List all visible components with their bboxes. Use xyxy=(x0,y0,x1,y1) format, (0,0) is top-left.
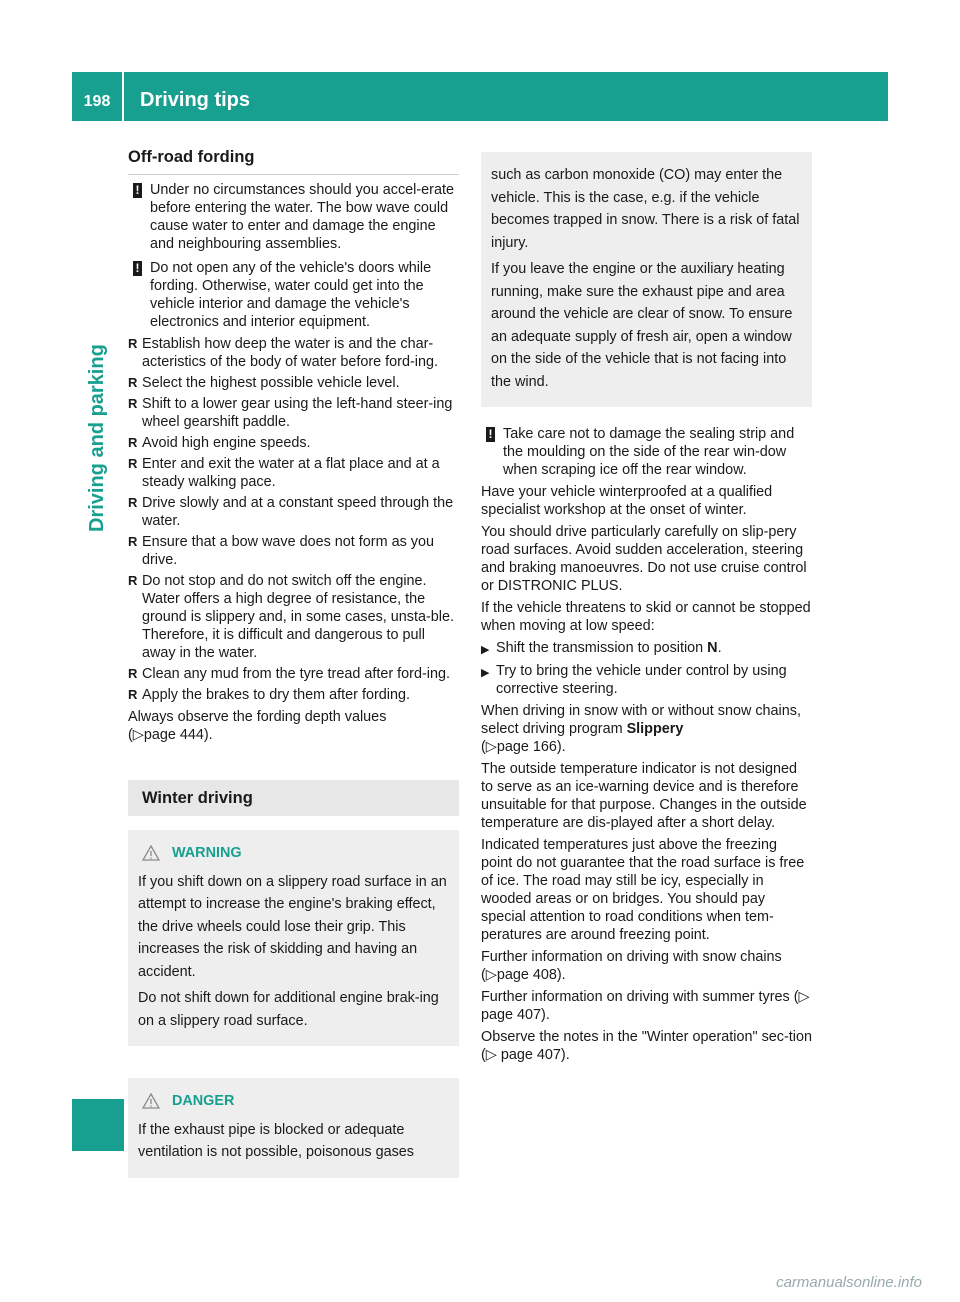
bullet-icon: R xyxy=(128,495,138,510)
danger-title: DANGER xyxy=(142,1090,449,1113)
footer-watermark: carmanualsonline.info xyxy=(776,1274,922,1291)
list-item: R Shift to a lower gear using the left-hand steer-ing wheel gearshift paddle. xyxy=(128,396,453,430)
arrow-right-icon: ▶ xyxy=(481,667,490,679)
page-link[interactable]: (▷ page 166). xyxy=(481,739,566,755)
danger-box: DANGER If the exhaust pipe is blocked or adequate ventilation is not possible, poisonous gases xyxy=(128,1078,459,1178)
exclamation-icon: ! xyxy=(486,427,495,442)
list-item: ▶ Shift the transmission to position N. xyxy=(481,639,812,659)
step-list xyxy=(481,639,812,698)
arrow-right-icon: ▶ xyxy=(481,644,490,656)
bullet-icon: R xyxy=(128,396,138,411)
section-heading-winter: Winter driving xyxy=(128,780,459,816)
list-item: R Do not stop and do not switch off the engine. Water offers a high degree of resistance, the ground is slippery and, in some cases, unsta-ble. Therefore, it is difficult and dangerous to pull away in the water. xyxy=(128,573,454,661)
bullet-icon: R xyxy=(128,336,138,351)
list-item: R Drive slowly and at a constant speed through the water. xyxy=(128,495,454,529)
list-item: ▶ Try to bring the vehicle under control by using corrective steering. xyxy=(481,663,787,697)
list-item: R Avoid high engine speeds. xyxy=(128,435,311,451)
list-item: R Establish how deep the water is and the char-acteristics of the body of water before ford-ing. xyxy=(128,336,438,370)
bullet-icon: R xyxy=(128,666,138,681)
side-tab xyxy=(86,252,114,532)
bullet-icon: R xyxy=(128,375,138,390)
page-link[interactable]: ▷ page 407). xyxy=(485,1047,570,1063)
exclamation-icon: ! xyxy=(133,261,142,276)
bullet-icon: R xyxy=(128,573,138,588)
fording-bullet-list xyxy=(128,335,459,704)
danger-box-continued: such as carbon monoxide (CO) may enter the vehicle. This is the case, e.g. if the vehicle becomes trapped in snow. There is a risk of fatal injury. If you leave the engine or the auxiliary heating running, make sure the exhaust pipe and area around the vehicle are clear of snow. To ensure an adequate supply of fresh air, open a window on the side of the vehicle that is not facing into the wind. xyxy=(481,152,812,407)
section-heading-fording: Off-road fording xyxy=(128,148,459,175)
list-item: R Enter and exit the water at a flat place and at a steady walking pace. xyxy=(128,456,440,490)
page-number: 198 xyxy=(72,72,124,121)
page-link[interactable]: (▷ page 408). xyxy=(481,967,566,983)
list-item: R Apply the brakes to dry them after fording. xyxy=(128,687,410,703)
warning-triangle-icon xyxy=(142,845,160,861)
warning-title: WARNING xyxy=(142,842,449,865)
list-item: R Select the highest possible vehicle level. xyxy=(128,375,400,391)
fording-depth-text: Always observe the fording depth values (▷ page 444). xyxy=(128,708,459,744)
side-tab-marker xyxy=(72,1099,124,1151)
list-item: R Ensure that a bow wave does not form as you drive. xyxy=(128,534,434,568)
caution-note: ! Do not open any of the vehicle's doors while fording. Otherwise, water could get into the vehicle interior and damage the vehicle's electronics and interior equipment. xyxy=(128,259,459,331)
bullet-icon: R xyxy=(128,687,138,702)
bullet-icon: R xyxy=(128,456,138,471)
list-item: R Clean any mud from the tyre tread after ford-ing. xyxy=(128,666,450,682)
exclamation-icon: ! xyxy=(133,183,142,198)
caution-note: ! Under no circumstances should you accel-erate before entering the water. The bow wave could cause water to enter and damage the engine and neighbouring assemblies. xyxy=(128,181,459,253)
warning-box: WARNING If you shift down on a slippery road surface in an attempt to increase the engine's braking effect, the drive wheels could lose their grip. This increases the risk of skidding and having an accident. Do not shift down for additional engine brak-ing on a slippery road surface. xyxy=(128,830,459,1046)
page-link[interactable]: (▷ page 444). xyxy=(128,727,213,743)
side-tab-label: Driving and parking xyxy=(86,344,108,532)
right-column: such as carbon monoxide (CO) may enter the vehicle. This is the case, e.g. if the vehicle becomes trapped in snow. There is a risk of fatal injury. If you leave the engine or the auxiliary heating running, make sure the exhaust pipe and area around the vehicle are clear of snow. To ensure an adequate supply of fresh air, open a window on the side of the vehicle that is not facing into the wind. ! Take care not to damage the sealing strip and the moulding on the side of the rear win-dow when scraping ice off the rear window. Have your vehicle winterproofed at a qualified specialist workshop at the onset of winter. You should drive particularly carefully on slip-pery road surfaces. Avoid sudden acceleration, steering and braking manoeuvres. Do not use cruise control or DISTRONIC PLUS. If the vehicle threatens to skid or cannot be stopped when moving at low speed: ▶ Shift the transmission to position N. ▶ Try to bring the vehicle under control by using corrective steering. When driving in snow with or without snow chains, select driving program Slippery (▷ page 166). The outside temperature indicator is not designed to serve as an ice-warning device and is therefore unsuitable for that purpose. Changes in the outside temperature are dis-played after a short delay. Indicated temperatures just above the freezing point do not guarantee that the road surface is free of ice. The road may still be icy, especially in wooded areas or on bridges. You should pay special attention to road conditions when tem-peratures are around freezing point. Further information on driving with snow chains (▷ page 408). Further information on driving with summer tyres (▷ page 407). Observe the notes in the "Winter operation" sec-tion (▷ page 407). xyxy=(481,148,812,1068)
header-title: Driving tips xyxy=(140,89,251,111)
bullet-icon: R xyxy=(128,435,138,450)
caution-note: ! Take care not to damage the sealing strip and the moulding on the side of the rear win-dow when scraping ice off the rear window. xyxy=(481,425,812,479)
header-bar xyxy=(72,72,888,121)
left-column xyxy=(128,148,459,1196)
page-link[interactable]: ▷ page 407). xyxy=(481,989,810,1023)
bullet-icon: R xyxy=(128,534,138,549)
warning-triangle-icon xyxy=(142,1093,160,1109)
